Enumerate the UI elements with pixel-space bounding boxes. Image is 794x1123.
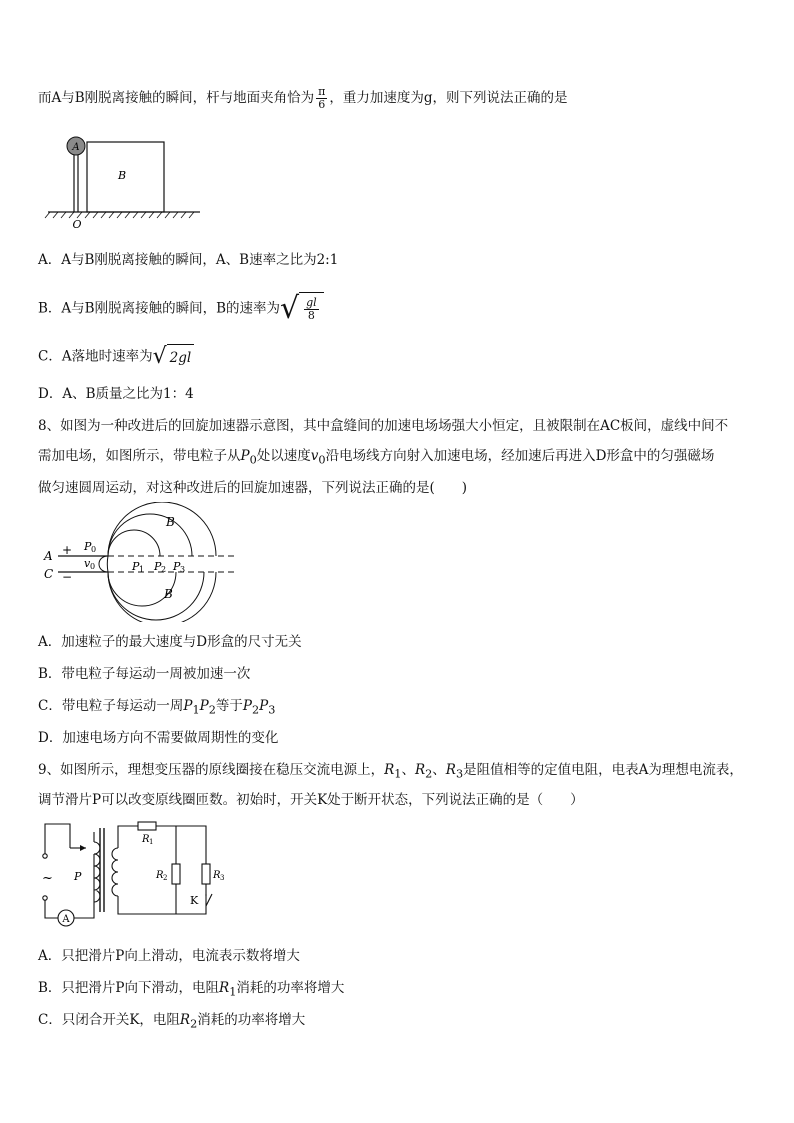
q8-option-c[interactable]: C．带电粒子每运动一周$P_1P_2$等于$P_2P_3$ <box>38 698 276 717</box>
resistor-r1 <box>138 822 156 830</box>
label-r1: R <box>142 834 150 845</box>
q8-stem-line2: 需加电场，如图所示，带电粒子从$P_0$处以速度$v_0$沿电场线方向射入加速电场，经加速后再进入D形盒中的匀强磁场 <box>38 448 715 467</box>
q7-option-b[interactable]: B．A与B刚脱离接触的瞬间，B的速率为 √ $\frac{gl}{8}$ <box>38 292 324 326</box>
q7-option-c[interactable]: C．A落地时速率为 √ 2gl <box>38 344 194 370</box>
q9-stem-line1: 9、如图所示，理想变压器的原线圈接在稳压交流电源上，$R_1$、$R_2$、$R_3$是阻值相等的定值电阻，电表A为理想电流表， <box>38 762 743 781</box>
primary-coil <box>94 842 100 902</box>
q8-option-a[interactable]: A．加速粒子的最大速度与D形盒的尺寸无关 <box>38 634 302 650</box>
ac-source-symbol: ~ <box>42 871 53 886</box>
label-r3: R <box>213 870 221 881</box>
orbit-1 <box>108 530 160 556</box>
label-minus: − <box>62 570 73 584</box>
label-b-top: B <box>166 515 175 529</box>
label-plus: + <box>62 543 73 557</box>
label-plate-a: A <box>44 549 53 563</box>
svg-text:3: 3 <box>220 874 225 882</box>
q7-stem: 而A与B刚脱离接触的瞬间，杆与地面夹角恰为 $\frac{\pi}{6}$ ，重力加速度为g，则下列说法正确的是 <box>38 85 568 111</box>
q8-option-b[interactable]: B．带电粒子每运动一周被加速一次 <box>38 666 251 682</box>
svg-text:1: 1 <box>139 565 145 574</box>
sqrt-2gl: √ 2gl <box>153 344 195 370</box>
label-a: A <box>72 142 80 153</box>
svg-text:1: 1 <box>149 838 154 846</box>
q7-figure-rod-block <box>40 132 210 232</box>
label-r2: R <box>156 870 164 881</box>
svg-text:2: 2 <box>161 565 167 574</box>
angle-fraction: $\frac{\pi}{6}$ <box>318 85 326 111</box>
q7-option-a[interactable]: A．A与B刚脱离接触的瞬间，A、B速率之比为2:1 <box>38 252 339 268</box>
q9-stem-line2: 调节滑片P可以改变原线圈匝数。初始时，开关K处于断开状态，下列说法正确的是（ ） <box>38 792 584 808</box>
q8-stem-line3: 做匀速圆周运动，对这种改进后的回旋加速器，下列说法正确的是( ) <box>38 480 468 496</box>
resistor-r2 <box>172 864 180 884</box>
q7-option-d[interactable]: D．A、B质量之比为1：4 <box>38 386 194 402</box>
svg-text:0: 0 <box>91 545 97 554</box>
label-ammeter: A <box>62 914 70 925</box>
label-p0: P <box>84 540 92 553</box>
label-slider-p: P <box>74 870 82 883</box>
svg-text:3: 3 <box>180 565 186 574</box>
q9-figure-transformer-circuit <box>36 818 236 930</box>
orbit-outer <box>108 502 216 556</box>
label-plate-c: C <box>44 567 54 581</box>
secondary-coil <box>112 848 118 896</box>
resistor-r3 <box>202 864 210 884</box>
q8-option-d[interactable]: D．加速电场方向不需要做周期性的变化 <box>38 730 279 746</box>
switch-k <box>206 894 212 906</box>
label-p2: P <box>154 560 162 573</box>
q8-stem-line1: 8、如图为一种改进后的回旋加速器示意图，其中盒缝间的加速电场场强大小恒定，且被限制在AC板间，虚线中间不 <box>38 418 729 434</box>
label-b: B <box>117 169 127 182</box>
q8-figure-cyclotron <box>40 502 240 622</box>
q9-option-c[interactable]: C．只闭合开关K，电阻$R_2$消耗的功率将增大 <box>38 1012 306 1031</box>
label-p3: P <box>173 560 181 573</box>
label-switch-k: K <box>190 894 199 907</box>
q9-option-b[interactable]: B．只把滑片P向下滑动，电阻$R_1$消耗的功率将增大 <box>38 980 345 999</box>
svg-text:0: 0 <box>90 562 96 571</box>
label-v0: v <box>84 557 91 570</box>
q9-option-a[interactable]: A．只把滑片P向上滑动，电流表示数将增大 <box>38 948 300 964</box>
svg-text:2: 2 <box>163 874 168 882</box>
label-p1: P <box>132 560 140 573</box>
label-o: O <box>72 218 82 231</box>
sqrt-gl-over-8: √ $\frac{gl}{8}$ <box>280 292 324 326</box>
label-b-bottom: B <box>164 587 173 601</box>
